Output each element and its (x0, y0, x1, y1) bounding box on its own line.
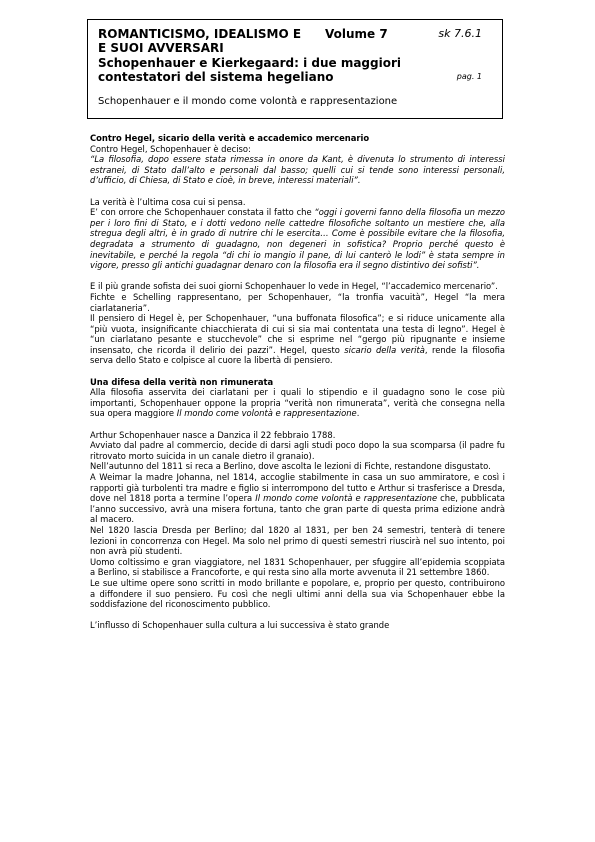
paragraph: Fichte e Schelling rappresentano, per Schopenhauer, “la tronfia vacuità”, Hegel “la mera ciarlataneria”. (90, 291, 505, 313)
paragraph: Avviato dal padre al commercio, decide di darsi agli studi poco dopo la sua scomparsa (il padre fu ritrovato morto suicida in un canale dietro il granaio). (90, 440, 505, 461)
emphasis: sicario della verità (344, 344, 425, 355)
paragraph: Le sue ultime opere sono scritti in modo brillante e popolare, e, proprio per questo, contribuirono a diffondere il suo pensiero. Fu così che negli ultimi anni della sua via Schopenhauer ebbe la soddisfazione del riconoscimento pubblico. (90, 577, 505, 610)
paragraph (90, 207, 505, 271)
text-run: E’ con orrore che Schopenhauer constata il fatto che (90, 207, 315, 218)
paragraph: Nel 1820 lascia Dresda per Berlino; dal 1820 al 1831, per ben 24 semestri, tenterà di tenere lezioni in concorrenza con Hegel. Ma solo nel primo di questi semestri riuscirà nel suo intento, poi non avrà più studenti. (90, 524, 505, 557)
text-run: Il pensiero di Hegel è, per Schopenhauer, “una buffonata filosofica”; e si riduce unicamente alla “più vuota, insignificante chiacchierata di cui si sia mai contentata una testa di legno”. Hegel è “un ciarlatano pesante e stucchevole” che si esprime nel “gergo più ripugnante e insieme insensato, che ricorda il delirio dei pazzi”. Hegel, questo (90, 313, 505, 355)
quote: “La filosofia, dopo essere stata rimessa in onore da Kant, è divenuta lo strumento di interessi estranei, di Stato dall’alto e personali dal basso; quelli cui si tende sono interessi personali, d’ufficio, di Chiesa, di Stato e cioè, in breve, interessi materiali”. (90, 154, 505, 186)
topic-title: Schopenhauer e il mondo come volontà e rappresentazione (98, 96, 398, 107)
paragraph (90, 387, 505, 419)
title-line-2: E SUOI AVVERSARI (98, 41, 224, 55)
text-run: che, pubblicata l’anno successivo, avrà una misera fortuna, tanto che gran parte di questa prima edizione andrà al macero. (90, 493, 505, 525)
paragraph: L’influsso di Schopenhauer sulla cultura a lui successiva è stato grande (90, 620, 390, 631)
chapter-subtitle: Schopenhauer e Kierkegaard: i due maggiori contestatori del sistema hegeliano (98, 56, 401, 84)
section-heading-1: Contro Hegel, sicario della verità e accademico mercenario (90, 133, 370, 143)
text-run: Alla filosofia asservita dei ciarlatani per i quali lo stipendio e il guadagno sono le cose più importanti, Schopenhauer oppone la propria “verità non rimunerata”, verità che consegna nella sua opera maggiore (90, 387, 505, 419)
paragraph (90, 313, 505, 366)
section-code: sk 7.6.1 (438, 27, 482, 40)
quote: “oggi i governi fanno della filosofia un mezzo per i loro fini di Stato, e i dotti vedono nelle cattedre filosofiche soltanto un mestiere che, alla stregua degli altri, è in grado di nutrire chi le esercita… Come è possibile evitare che la filosofia, degradata a strumento di guadagno, non degeneri in sofistica? Proprio perché questo è inevitabile, e perché la regola “di chi io mangio il pane, di lui canterò le lodi” è stata sempre in vigore, presso gli antichi guadagnar denaro con la filosofia era il segno distintivo dei sofisti”. (90, 207, 505, 271)
title-line-1: ROMANTICISMO, IDEALISMO E (98, 27, 302, 41)
paragraph: Uomo coltissimo e gran viaggiatore, nel 1831 Schopenhauer, per sfuggire all’epidemia scoppiata a Berlino, si stabilisce a Francoforte, e qui resta sino alla morte avvenuta il 21 settembre 1860. (90, 556, 505, 578)
paragraph: Arthur Schopenhauer nasce a Danzica il 22 febbraio 1788. (90, 429, 336, 440)
text-run: . (356, 408, 360, 419)
volume-label: Volume 7 (325, 27, 388, 41)
section-heading-2: Una difesa della verità non rimunerata (90, 376, 274, 387)
text-run: A Weimar la madre Johanna, nel 1814, accoglie stabilmente in casa un suo ammiratore, e così i rapporti già turbolenti tra madre e figlio si interrompono del tutto e Arthur si trasferisce a Dresda, dove nel 1818 porta a termine l’opera (90, 472, 505, 504)
paragraph: E il più grande sofista dei suoi giorni Schopenhauer lo vede in Hegel, “l’accademico mercenario”. (90, 281, 498, 292)
paragraph: Nell’autunno del 1811 si reca a Berlino, dove ascolta le lezioni di Fichte, restandone disgustato. (90, 461, 491, 472)
document-body (90, 133, 505, 631)
paragraph (90, 472, 505, 525)
book-title: Il mondo come volontà e rappresentazione (255, 493, 438, 504)
text-run: , rende la filosofia serva dello Stato e colpisce al cuore la libertà di pensiero. (90, 344, 505, 366)
book-title: Il mondo come volontà e rappresentazione (176, 408, 357, 419)
header-box (87, 19, 503, 119)
page-number: pag. 1 (456, 72, 482, 81)
paragraph: La verità è l’ultima cosa cui si pensa. (90, 196, 246, 207)
paragraph: Contro Hegel, Schopenhauer è deciso: (90, 143, 251, 154)
